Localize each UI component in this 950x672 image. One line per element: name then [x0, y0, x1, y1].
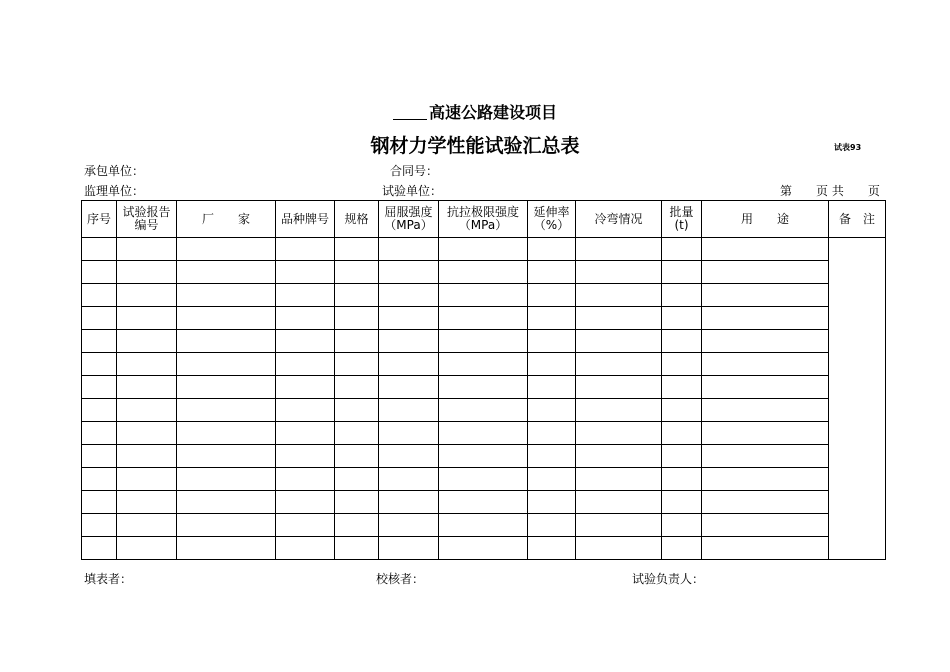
- table-cell[interactable]: [576, 284, 662, 307]
- table-cell[interactable]: [439, 261, 528, 284]
- remarks-cell[interactable]: [829, 238, 886, 560]
- contract-no-label: 合同号：: [390, 164, 439, 178]
- table-cell[interactable]: [117, 445, 177, 468]
- column-header-line2: （MPa）: [458, 218, 508, 232]
- table-cell[interactable]: [117, 238, 177, 261]
- table-cell[interactable]: [82, 468, 117, 491]
- table-cell[interactable]: [82, 330, 117, 353]
- summary-table: [81, 200, 886, 560]
- table-cell[interactable]: [439, 307, 528, 330]
- table-cell[interactable]: [117, 514, 177, 537]
- table-cell[interactable]: [335, 514, 379, 537]
- table-cell[interactable]: [702, 307, 829, 330]
- table-cell[interactable]: [702, 491, 829, 514]
- test-unit-label: 试验单位：: [382, 184, 443, 198]
- column-header-line1: 冷弯情况: [594, 211, 643, 226]
- column-header: [117, 201, 177, 238]
- table-cell[interactable]: [576, 537, 662, 560]
- table-cell[interactable]: [117, 284, 177, 307]
- table-cell[interactable]: [528, 330, 576, 353]
- table-cell[interactable]: [439, 238, 528, 261]
- table-cell[interactable]: [117, 330, 177, 353]
- table-row: [82, 445, 886, 468]
- table-cell[interactable]: [662, 261, 702, 284]
- table-cell[interactable]: [276, 376, 335, 399]
- table-cell[interactable]: [379, 537, 439, 560]
- table-cell[interactable]: [276, 307, 335, 330]
- table-cell[interactable]: [662, 514, 702, 537]
- table-cell[interactable]: [439, 491, 528, 514]
- table-cell[interactable]: [576, 261, 662, 284]
- table-cell[interactable]: [335, 284, 379, 307]
- table-cell[interactable]: [576, 514, 662, 537]
- table-row: [82, 468, 886, 491]
- table-cell[interactable]: [335, 330, 379, 353]
- table-cell[interactable]: [702, 422, 829, 445]
- table-cell[interactable]: [662, 399, 702, 422]
- table-cell[interactable]: [276, 353, 335, 376]
- column-header: [702, 201, 829, 238]
- table-cell[interactable]: [335, 445, 379, 468]
- table-cell[interactable]: [177, 353, 276, 376]
- table-cell[interactable]: [276, 445, 335, 468]
- column-header-line1: 抗拉极限强度: [446, 205, 519, 219]
- table-cell[interactable]: [177, 491, 276, 514]
- table-cell[interactable]: [276, 284, 335, 307]
- project-title: [0, 100, 950, 123]
- column-header: [276, 201, 335, 238]
- table-cell[interactable]: [177, 537, 276, 560]
- page-counter: 第 页 共 页: [780, 184, 880, 198]
- column-header-line2: （MPa）: [384, 218, 433, 232]
- table-row: [82, 238, 886, 261]
- table-cell[interactable]: [335, 353, 379, 376]
- table-row: [82, 284, 886, 307]
- table-cell[interactable]: [662, 238, 702, 261]
- table-cell[interactable]: [82, 491, 117, 514]
- table-cell[interactable]: [117, 491, 177, 514]
- table-cell[interactable]: [528, 238, 576, 261]
- table-cell[interactable]: [439, 445, 528, 468]
- table-row: [82, 261, 886, 284]
- table-cell[interactable]: [662, 376, 702, 399]
- table-cell[interactable]: [662, 491, 702, 514]
- table-row: [82, 330, 886, 353]
- column-header: [379, 201, 439, 238]
- table-cell[interactable]: [439, 376, 528, 399]
- table-row: [82, 353, 886, 376]
- table-cell[interactable]: [528, 422, 576, 445]
- table-cell[interactable]: [177, 399, 276, 422]
- table-cell[interactable]: [702, 468, 829, 491]
- table-cell[interactable]: [276, 468, 335, 491]
- table-cell[interactable]: [379, 491, 439, 514]
- table-cell[interactable]: [439, 353, 528, 376]
- table-cell[interactable]: [379, 353, 439, 376]
- table-cell[interactable]: [276, 537, 335, 560]
- table-cell[interactable]: [439, 514, 528, 537]
- column-header-line1: 试验报告: [122, 205, 171, 219]
- table-cell[interactable]: [177, 468, 276, 491]
- table-cell[interactable]: [528, 445, 576, 468]
- table-cell[interactable]: [276, 330, 335, 353]
- table-cell[interactable]: [702, 537, 829, 560]
- table-cell[interactable]: [576, 491, 662, 514]
- table-cell[interactable]: [335, 261, 379, 284]
- table-cell[interactable]: [439, 537, 528, 560]
- table-cell[interactable]: [576, 353, 662, 376]
- table-cell[interactable]: [379, 238, 439, 261]
- supervisor-label: 监理单位：: [84, 184, 145, 198]
- table-cell[interactable]: [379, 330, 439, 353]
- table-row: [82, 307, 886, 330]
- table-cell[interactable]: [82, 422, 117, 445]
- table-cell[interactable]: [379, 307, 439, 330]
- table-row: [82, 399, 886, 422]
- table-cell[interactable]: [379, 399, 439, 422]
- table-cell[interactable]: [439, 422, 528, 445]
- table-row: [82, 514, 886, 537]
- table-cell[interactable]: [335, 491, 379, 514]
- table-cell[interactable]: [379, 422, 439, 445]
- table-cell[interactable]: [276, 422, 335, 445]
- table-cell[interactable]: [662, 307, 702, 330]
- table-cell[interactable]: [702, 514, 829, 537]
- table-cell[interactable]: [82, 353, 117, 376]
- table-cell[interactable]: [528, 353, 576, 376]
- table-cell[interactable]: [82, 261, 117, 284]
- table-cell[interactable]: [177, 445, 276, 468]
- column-header: [576, 201, 662, 238]
- column-header: [439, 201, 528, 238]
- table-cell[interactable]: [576, 330, 662, 353]
- table-cell[interactable]: [379, 445, 439, 468]
- table-cell[interactable]: [702, 445, 829, 468]
- column-header: [829, 201, 886, 238]
- table-cell[interactable]: [528, 284, 576, 307]
- table-cell[interactable]: [439, 468, 528, 491]
- table-cell[interactable]: [576, 376, 662, 399]
- filler-label: 填表者：: [84, 572, 133, 586]
- table-row: [82, 422, 886, 445]
- table-cell[interactable]: [117, 399, 177, 422]
- column-header: [335, 201, 379, 238]
- project-name-blank: [393, 105, 427, 120]
- column-header-line1: 厂 家: [201, 211, 250, 226]
- checker-label: 校核者：: [376, 572, 425, 586]
- table-cell[interactable]: [702, 261, 829, 284]
- table-cell[interactable]: [117, 468, 177, 491]
- table-cell[interactable]: [82, 307, 117, 330]
- column-header: [662, 201, 702, 238]
- table-cell[interactable]: [177, 330, 276, 353]
- table-cell[interactable]: [177, 422, 276, 445]
- column-header-line2: (t): [674, 218, 689, 232]
- table-cell[interactable]: [702, 238, 829, 261]
- table-cell[interactable]: [528, 491, 576, 514]
- table-cell[interactable]: [576, 468, 662, 491]
- table-row: [82, 376, 886, 399]
- table-cell[interactable]: [662, 330, 702, 353]
- table-cell[interactable]: [576, 238, 662, 261]
- table-cell[interactable]: [177, 261, 276, 284]
- table-cell[interactable]: [117, 422, 177, 445]
- table-cell[interactable]: [82, 284, 117, 307]
- table-cell[interactable]: [702, 399, 829, 422]
- table-cell[interactable]: [528, 376, 576, 399]
- table-cell[interactable]: [335, 307, 379, 330]
- table-cell[interactable]: [576, 399, 662, 422]
- table-cell[interactable]: [439, 399, 528, 422]
- column-header: [82, 201, 117, 238]
- table-cell[interactable]: [335, 468, 379, 491]
- column-header-line2: 编号: [134, 218, 159, 232]
- table-cell[interactable]: [117, 376, 177, 399]
- table-header-row: [82, 201, 886, 238]
- table-cell[interactable]: [276, 238, 335, 261]
- table-cell[interactable]: [335, 376, 379, 399]
- column-header-line1: 延伸率: [533, 205, 570, 219]
- test-lead-label: 试验负责人：: [632, 572, 705, 586]
- table-cell[interactable]: [702, 376, 829, 399]
- table-cell[interactable]: [117, 537, 177, 560]
- table-cell[interactable]: [177, 307, 276, 330]
- table-cell[interactable]: [702, 284, 829, 307]
- table-cell[interactable]: [528, 468, 576, 491]
- table-cell[interactable]: [528, 399, 576, 422]
- table-cell[interactable]: [379, 468, 439, 491]
- table-cell[interactable]: [276, 261, 335, 284]
- project-title-text: 高速公路建设项目: [428, 103, 557, 122]
- table-row: [82, 537, 886, 560]
- table-cell[interactable]: [379, 261, 439, 284]
- column-header-line1: 备 注: [838, 211, 875, 226]
- table-cell[interactable]: [379, 376, 439, 399]
- column-header-line1: 批量: [669, 205, 694, 219]
- table-cell[interactable]: [439, 330, 528, 353]
- page-counter-clip: [780, 182, 885, 198]
- table-cell[interactable]: [662, 284, 702, 307]
- column-header-line1: 屈服强度: [384, 205, 433, 219]
- table-row: [82, 491, 886, 514]
- table-cell[interactable]: [82, 445, 117, 468]
- table-cell[interactable]: [335, 537, 379, 560]
- table-cell[interactable]: [379, 284, 439, 307]
- table-cell[interactable]: [82, 514, 117, 537]
- column-header: [528, 201, 576, 238]
- table-cell[interactable]: [82, 376, 117, 399]
- table-cell[interactable]: [702, 353, 829, 376]
- table-cell[interactable]: [662, 353, 702, 376]
- form-code: 试表93: [834, 143, 862, 152]
- table-cell[interactable]: [276, 514, 335, 537]
- table-cell[interactable]: [276, 399, 335, 422]
- table-cell[interactable]: [335, 422, 379, 445]
- table-cell[interactable]: [528, 514, 576, 537]
- table-cell[interactable]: [439, 284, 528, 307]
- table-cell[interactable]: [662, 445, 702, 468]
- column-header-line1: 序号: [86, 211, 111, 226]
- table-cell[interactable]: [702, 330, 829, 353]
- column-header-line1: 用 途: [740, 211, 789, 226]
- table-cell[interactable]: [528, 537, 576, 560]
- table-cell[interactable]: [117, 353, 177, 376]
- table-cell[interactable]: [662, 537, 702, 560]
- column-header-line1: 规格: [344, 211, 369, 226]
- contractor-label: 承包单位：: [84, 164, 145, 178]
- table-cell[interactable]: [177, 514, 276, 537]
- table-cell[interactable]: [335, 238, 379, 261]
- table-cell[interactable]: [576, 307, 662, 330]
- form-title: 钢材力学性能试验汇总表: [370, 135, 580, 157]
- column-header: [177, 201, 276, 238]
- table-cell[interactable]: [177, 284, 276, 307]
- table-cell[interactable]: [117, 307, 177, 330]
- table-cell[interactable]: [117, 261, 177, 284]
- column-header-line2: （%）: [533, 218, 570, 232]
- table-cell[interactable]: [576, 422, 662, 445]
- table-cell[interactable]: [82, 238, 117, 261]
- table-cell[interactable]: [576, 445, 662, 468]
- table-cell[interactable]: [82, 537, 117, 560]
- table-cell[interactable]: [335, 399, 379, 422]
- table-cell[interactable]: [177, 376, 276, 399]
- table-cell[interactable]: [662, 422, 702, 445]
- table-cell[interactable]: [82, 399, 117, 422]
- table-cell[interactable]: [528, 307, 576, 330]
- column-header-line1: 品种牌号: [280, 211, 329, 226]
- table-cell[interactable]: [528, 261, 576, 284]
- table-cell[interactable]: [379, 514, 439, 537]
- table-cell[interactable]: [276, 491, 335, 514]
- table-cell[interactable]: [177, 238, 276, 261]
- table-cell[interactable]: [662, 468, 702, 491]
